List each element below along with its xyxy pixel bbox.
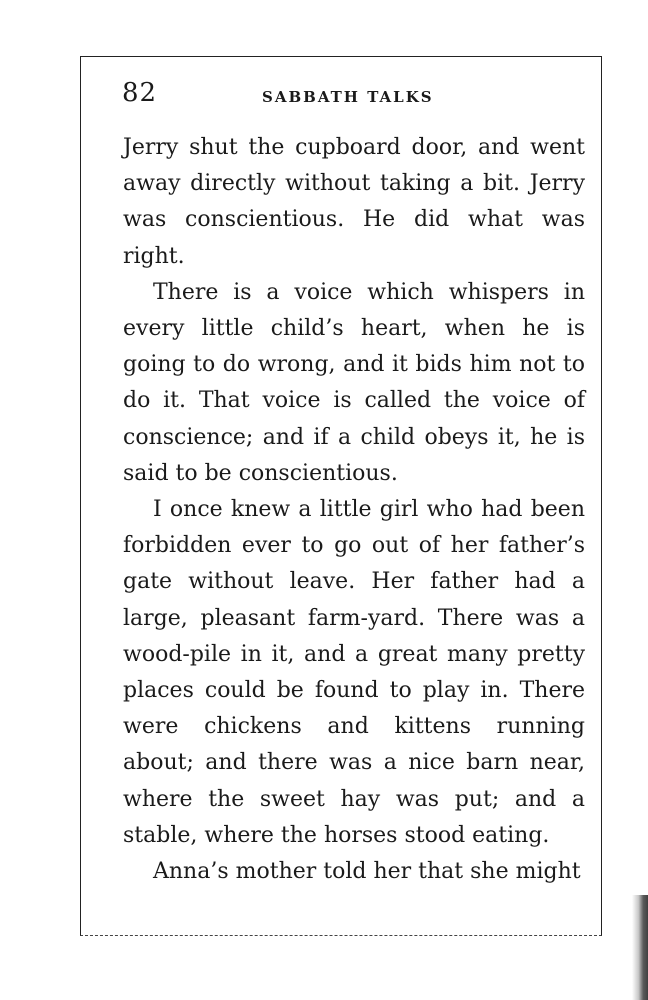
paragraph-1: Jerry shut the cupboard door, and went away directly without taking a bit. Jerry was conscientious. He did what was right. [123,135,585,269]
scan-edge-shadow [632,895,648,1000]
paragraph-3: I once knew a little girl who had been forbidden ever to go out of her father’s gate without leave. Her father had a large, pleasant farm-yard. There was a wood-pile in it, and a great many pretty places could be found to play in. There were chickens and kittens running about; and there was a nice barn near, where the sweet hay was put; and a stable, where the horses stood eating. [123,497,585,848]
paragraph-4: Anna’s mother told her that she might [153,859,581,885]
paragraph-2: There is a voice which whispers in every little child’s heart, when he is going to do wrong, and it bids him not to do it. That voice is called the voice of conscience; and if a child obeys it, he is said to be conscientious. [123,279,585,486]
body-text [123,130,585,890]
page-number: 82 [122,78,158,108]
running-head: SABBATH TALKS [262,88,434,106]
page-header [122,78,588,114]
